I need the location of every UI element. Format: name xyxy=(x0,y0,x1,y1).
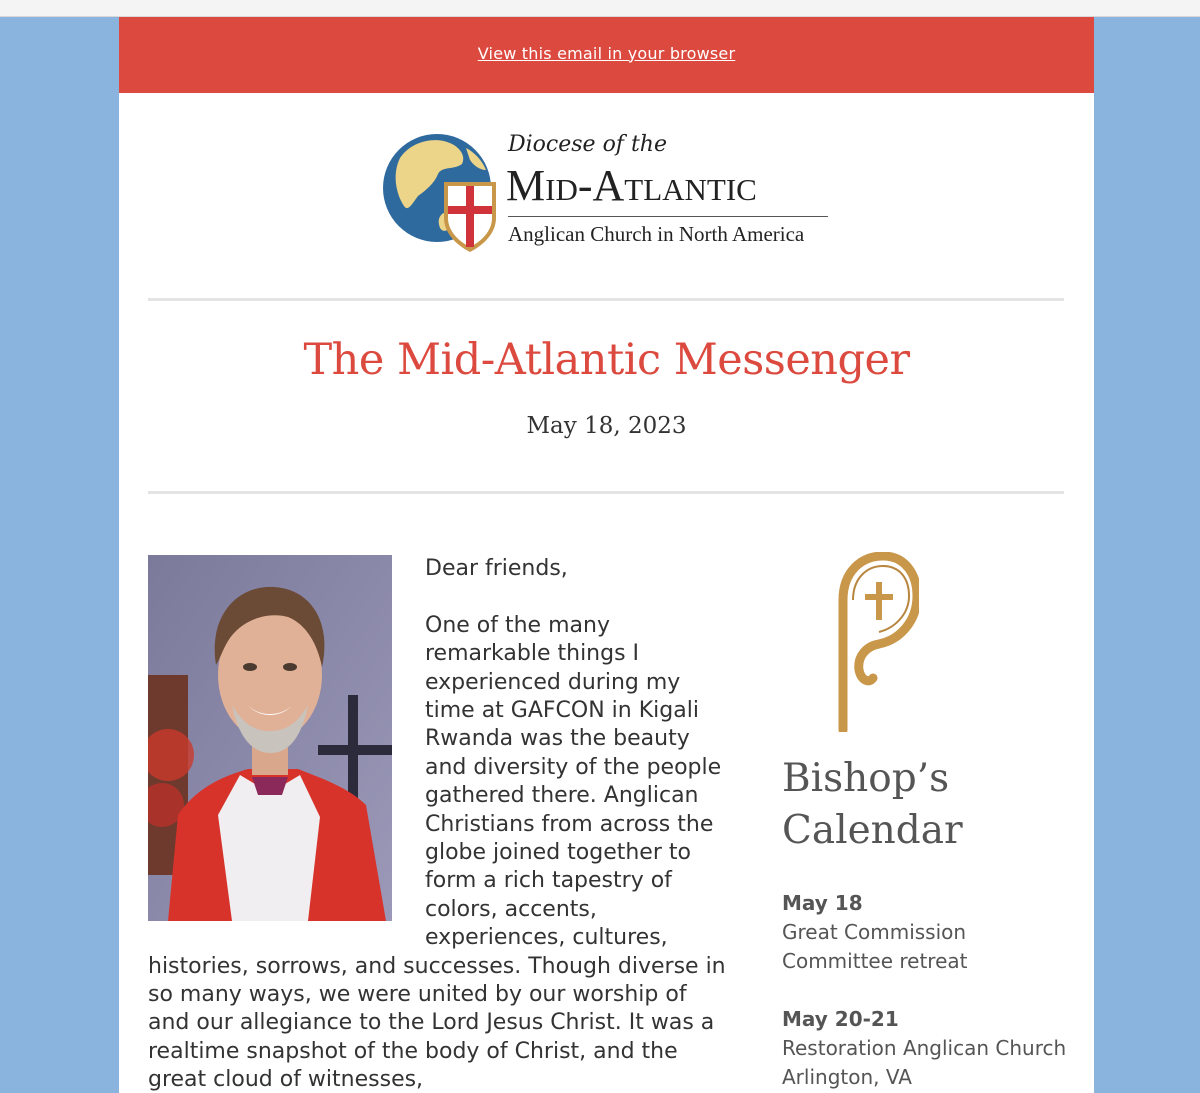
email-container xyxy=(119,17,1094,1093)
newsletter-title: The Mid-Atlantic Messenger xyxy=(303,335,910,385)
view-in-browser-link[interactable]: View this email in your browser xyxy=(477,43,736,63)
calendar-list xyxy=(782,889,1072,1093)
logo-mid-atlantic-text: Mid-Atlantic xyxy=(506,161,757,210)
top-banner xyxy=(119,17,1094,93)
logo-acna-text: Anglican Church in North America xyxy=(508,222,805,246)
calendar-item-line2: Arlington, VA xyxy=(782,1065,912,1089)
crozier-icon xyxy=(809,552,919,732)
calendar-item-line1: Restoration Anglican Church xyxy=(782,1036,1067,1060)
calendar-item-date: May 18 xyxy=(782,891,863,915)
calendar-item-line1: Great Commission xyxy=(782,920,967,944)
letter-paragraph: One of the many remarkable things I experienced during my time at GAFCON in Kigali Rwanda was the beauty and diversity of the people gathered there. Anglican Christians from across the globe joined together to form a rich tapestry of colors, accents, experiences, cultures, histories, sorrows, and successes. Though diverse in so many ways, we were united by our worship of and our allegiance to the Lord Jesus Christ. It was a realtime snapshot of the body of Christ, and the great cloud of witnesses, xyxy=(148,612,726,1093)
calendar-title: Bishop’s Calendar xyxy=(782,756,963,853)
globe-shield-icon xyxy=(382,130,502,255)
browser-top-bar xyxy=(0,0,1200,17)
calendar-item-line2: Committee retreat xyxy=(782,949,968,973)
calendar-item-date: May 20-21 xyxy=(782,1007,899,1031)
letter-body xyxy=(148,555,728,1093)
calendar-item xyxy=(782,1005,1072,1092)
divider-top xyxy=(148,298,1064,301)
newsletter-date: May 18, 2023 xyxy=(526,413,687,439)
divider-middle xyxy=(148,491,1064,494)
diocese-logo xyxy=(382,130,832,255)
letter-greeting: Dear friends, xyxy=(425,556,568,581)
logo-divider xyxy=(508,216,828,217)
logo-diocese-text: Diocese of the xyxy=(508,132,667,157)
calendar-item xyxy=(782,889,1072,976)
photo-float-spacer xyxy=(148,555,425,935)
